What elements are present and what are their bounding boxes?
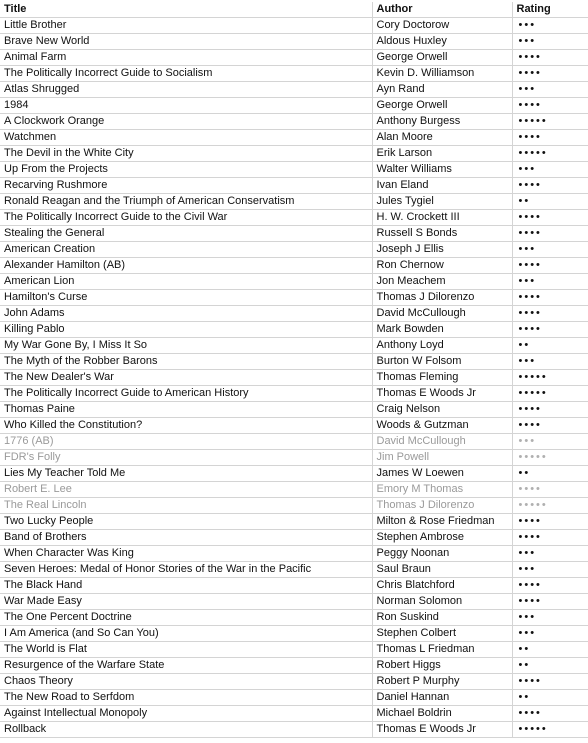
title-cell[interactable]: My War Gone By, I Miss It So [0,338,372,354]
title-cell[interactable]: Rollback [0,722,372,738]
rating-cell[interactable]: •••• [512,674,588,690]
author-cell[interactable]: Thomas E Woods Jr [372,722,512,738]
rating-cell[interactable]: •••• [512,130,588,146]
table-row [0,306,588,322]
rating-cell[interactable]: •••• [512,226,588,242]
rating-cell[interactable]: ••• [512,18,588,34]
table-row [0,450,588,466]
table-row [0,546,588,562]
rating-cell[interactable]: •••• [512,306,588,322]
author-cell[interactable]: Cory Doctorow [372,18,512,34]
author-cell[interactable]: Jules Tygiel [372,194,512,210]
rating-cell[interactable]: •••• [512,258,588,274]
title-cell[interactable]: I Am America (and So Can You) [0,626,372,642]
rating-cell[interactable]: •••• [512,322,588,338]
title-cell[interactable]: The Politically Incorrect Guide to the Civil War [0,210,372,226]
rating-cell[interactable]: ••• [512,626,588,642]
author-cell[interactable]: Thomas J Dilorenzo [372,290,512,306]
author-cell[interactable]: Stephen Ambrose [372,530,512,546]
author-cell[interactable]: Joseph J Ellis [372,242,512,258]
rating-cell[interactable]: ••• [512,274,588,290]
table-row [0,530,588,546]
title-cell[interactable]: Two Lucky People [0,514,372,530]
table-row [0,626,588,642]
title-cell[interactable]: The Real Lincoln [0,498,372,514]
title-cell[interactable]: Animal Farm [0,50,372,66]
author-cell[interactable]: Mark Bowden [372,322,512,338]
rating-cell[interactable]: ••• [512,162,588,178]
book-ratings-table [0,2,588,738]
table-row [0,66,588,82]
title-cell[interactable]: The World is Flat [0,642,372,658]
title-cell[interactable]: A Clockwork Orange [0,114,372,130]
author-cell[interactable]: Robert Higgs [372,658,512,674]
rating-cell[interactable]: •••• [512,418,588,434]
rating-cell[interactable]: ••• [512,242,588,258]
table-row [0,482,588,498]
rating-cell[interactable]: •• [512,690,588,706]
author-cell[interactable]: Thomas J Dilorenzo [372,498,512,514]
title-cell[interactable]: American Lion [0,274,372,290]
title-cell[interactable]: Atlas Shrugged [0,82,372,98]
author-cell[interactable]: Stephen Colbert [372,626,512,642]
table-row [0,722,588,738]
author-cell[interactable]: Walter Williams [372,162,512,178]
title-cell[interactable]: The Black Hand [0,578,372,594]
rating-cell[interactable]: ••••• [512,722,588,738]
title-cell[interactable]: Killing Pablo [0,322,372,338]
author-cell[interactable]: Thomas L Friedman [372,642,512,658]
table-row [0,498,588,514]
title-cell[interactable]: Thomas Paine [0,402,372,418]
title-cell[interactable]: Alexander Hamilton (AB) [0,258,372,274]
table-row [0,146,588,162]
author-cell[interactable]: Thomas E Woods Jr [372,386,512,402]
rating-cell[interactable]: ••••• [512,146,588,162]
author-cell[interactable]: H. W. Crockett III [372,210,512,226]
title-cell[interactable]: Who Killed the Constitution? [0,418,372,434]
table-row [0,402,588,418]
table-row [0,674,588,690]
rating-cell[interactable]: ••• [512,34,588,50]
author-cell[interactable]: Woods & Gutzman [372,418,512,434]
title-cell[interactable]: The New Dealer's War [0,370,372,386]
rating-cell[interactable]: ••••• [512,386,588,402]
title-cell[interactable]: 1776 (AB) [0,434,372,450]
rating-cell[interactable]: •••• [512,178,588,194]
table-row [0,338,588,354]
rating-cell[interactable]: •••• [512,706,588,722]
table-row [0,418,588,434]
title-cell[interactable]: The New Road to Serfdom [0,690,372,706]
title-cell[interactable]: Against Intellectual Monopoly [0,706,372,722]
table-row [0,130,588,146]
author-cell[interactable]: Alan Moore [372,130,512,146]
author-cell[interactable]: Ivan Eland [372,178,512,194]
author-cell[interactable]: Milton & Rose Friedman [372,514,512,530]
rating-cell[interactable]: •••• [512,66,588,82]
author-cell[interactable]: Robert P Murphy [372,674,512,690]
title-cell[interactable]: Brave New World [0,34,372,50]
rating-cell[interactable]: •••• [512,482,588,498]
author-cell[interactable]: Erik Larson [372,146,512,162]
title-cell[interactable]: The One Percent Doctrine [0,610,372,626]
title-cell[interactable]: Hamilton's Curse [0,290,372,306]
author-cell[interactable]: Peggy Noonan [372,546,512,562]
author-cell[interactable]: George Orwell [372,50,512,66]
author-cell[interactable]: Thomas Fleming [372,370,512,386]
title-cell[interactable]: Lies My Teacher Told Me [0,466,372,482]
rating-cell[interactable]: ••••• [512,370,588,386]
title-cell[interactable]: Ronald Reagan and the Triumph of American Conservatism [0,194,372,210]
title-cell[interactable]: John Adams [0,306,372,322]
header-title[interactable]: Title [0,2,372,18]
table-row [0,514,588,530]
author-cell[interactable]: Jon Meachem [372,274,512,290]
table-row [0,226,588,242]
title-cell[interactable]: War Made Easy [0,594,372,610]
title-cell[interactable]: Recarving Rushmore [0,178,372,194]
rating-cell[interactable]: ••• [512,562,588,578]
rating-cell[interactable]: •••• [512,530,588,546]
author-cell[interactable]: Anthony Loyd [372,338,512,354]
table-row [0,290,588,306]
author-cell[interactable]: Aldous Huxley [372,34,512,50]
table-row [0,322,588,338]
title-cell[interactable]: Seven Heroes: Medal of Honor Stories of the War in the Pacific [0,562,372,578]
table-row [0,354,588,370]
author-cell[interactable]: Ayn Rand [372,82,512,98]
author-cell[interactable]: Norman Solomon [372,594,512,610]
title-cell[interactable]: Robert E. Lee [0,482,372,498]
author-cell[interactable]: David McCullough [372,434,512,450]
author-cell[interactable]: David McCullough [372,306,512,322]
rating-cell[interactable]: •• [512,466,588,482]
title-cell[interactable]: The Devil in the White City [0,146,372,162]
title-cell[interactable]: 1984 [0,98,372,114]
title-cell[interactable]: Up From the Projects [0,162,372,178]
table-row [0,562,588,578]
rating-cell[interactable]: ••• [512,610,588,626]
rating-cell[interactable]: •••• [512,50,588,66]
table-row [0,258,588,274]
table-row [0,466,588,482]
author-cell[interactable]: Russell S Bonds [372,226,512,242]
title-cell[interactable]: American Creation [0,242,372,258]
table-row [0,210,588,226]
rating-cell[interactable]: •••• [512,594,588,610]
header-author[interactable]: Author [372,2,512,18]
rating-cell[interactable]: •• [512,642,588,658]
rating-cell[interactable]: ••• [512,546,588,562]
table-row [0,242,588,258]
table-row [0,114,588,130]
header-row [0,2,588,18]
title-cell[interactable]: Resurgence of the Warfare State [0,658,372,674]
title-cell[interactable]: Watchmen [0,130,372,146]
title-cell[interactable]: The Politically Incorrect Guide to Socialism [0,66,372,82]
rating-cell[interactable]: •••• [512,210,588,226]
table-body [0,18,588,738]
rating-cell[interactable]: •••• [512,98,588,114]
table-row [0,386,588,402]
table-row [0,434,588,450]
rating-cell[interactable]: •••• [512,402,588,418]
title-cell[interactable]: Band of Brothers [0,530,372,546]
author-cell[interactable]: James W Loewen [372,466,512,482]
table-row [0,50,588,66]
rating-cell[interactable]: ••• [512,354,588,370]
rating-cell[interactable]: •••• [512,514,588,530]
author-cell[interactable]: George Orwell [372,98,512,114]
rating-cell[interactable]: ••••• [512,450,588,466]
table-row [0,18,588,34]
author-cell[interactable]: Kevin D. Williamson [372,66,512,82]
table-row [0,194,588,210]
author-cell[interactable]: Michael Boldrin [372,706,512,722]
table-row [0,594,588,610]
rating-cell[interactable]: ••••• [512,498,588,514]
rating-cell[interactable]: •• [512,338,588,354]
author-cell[interactable]: Saul Braun [372,562,512,578]
table-row [0,706,588,722]
rating-cell[interactable]: ••• [512,434,588,450]
rating-cell[interactable]: •••• [512,290,588,306]
title-cell[interactable]: The Myth of the Robber Barons [0,354,372,370]
table-row [0,658,588,674]
author-cell[interactable]: Anthony Burgess [372,114,512,130]
rating-cell[interactable]: •••• [512,578,588,594]
table-row [0,34,588,50]
table-row [0,82,588,98]
table-row [0,578,588,594]
title-cell[interactable]: When Character Was King [0,546,372,562]
rating-cell[interactable]: ••••• [512,114,588,130]
table-row [0,610,588,626]
author-cell[interactable]: Emory M Thomas [372,482,512,498]
author-cell[interactable]: Burton W Folsom [372,354,512,370]
author-cell[interactable]: Jim Powell [372,450,512,466]
title-cell[interactable]: FDR's Folly [0,450,372,466]
table-row [0,98,588,114]
table-row [0,690,588,706]
title-cell[interactable]: The Politically Incorrect Guide to American History [0,386,372,402]
author-cell[interactable]: Daniel Hannan [372,690,512,706]
table-row [0,178,588,194]
rating-cell[interactable]: ••• [512,82,588,98]
table-row [0,162,588,178]
table-row [0,642,588,658]
title-cell[interactable]: Stealing the General [0,226,372,242]
header-rating[interactable]: Rating [512,2,588,18]
table-row [0,370,588,386]
table-row [0,274,588,290]
title-cell[interactable]: Chaos Theory [0,674,372,690]
author-cell[interactable]: Craig Nelson [372,402,512,418]
author-cell[interactable]: Ron Suskind [372,610,512,626]
title-cell[interactable]: Little Brother [0,18,372,34]
rating-cell[interactable]: •• [512,658,588,674]
rating-cell[interactable]: •• [512,194,588,210]
author-cell[interactable]: Ron Chernow [372,258,512,274]
author-cell[interactable]: Chris Blatchford [372,578,512,594]
